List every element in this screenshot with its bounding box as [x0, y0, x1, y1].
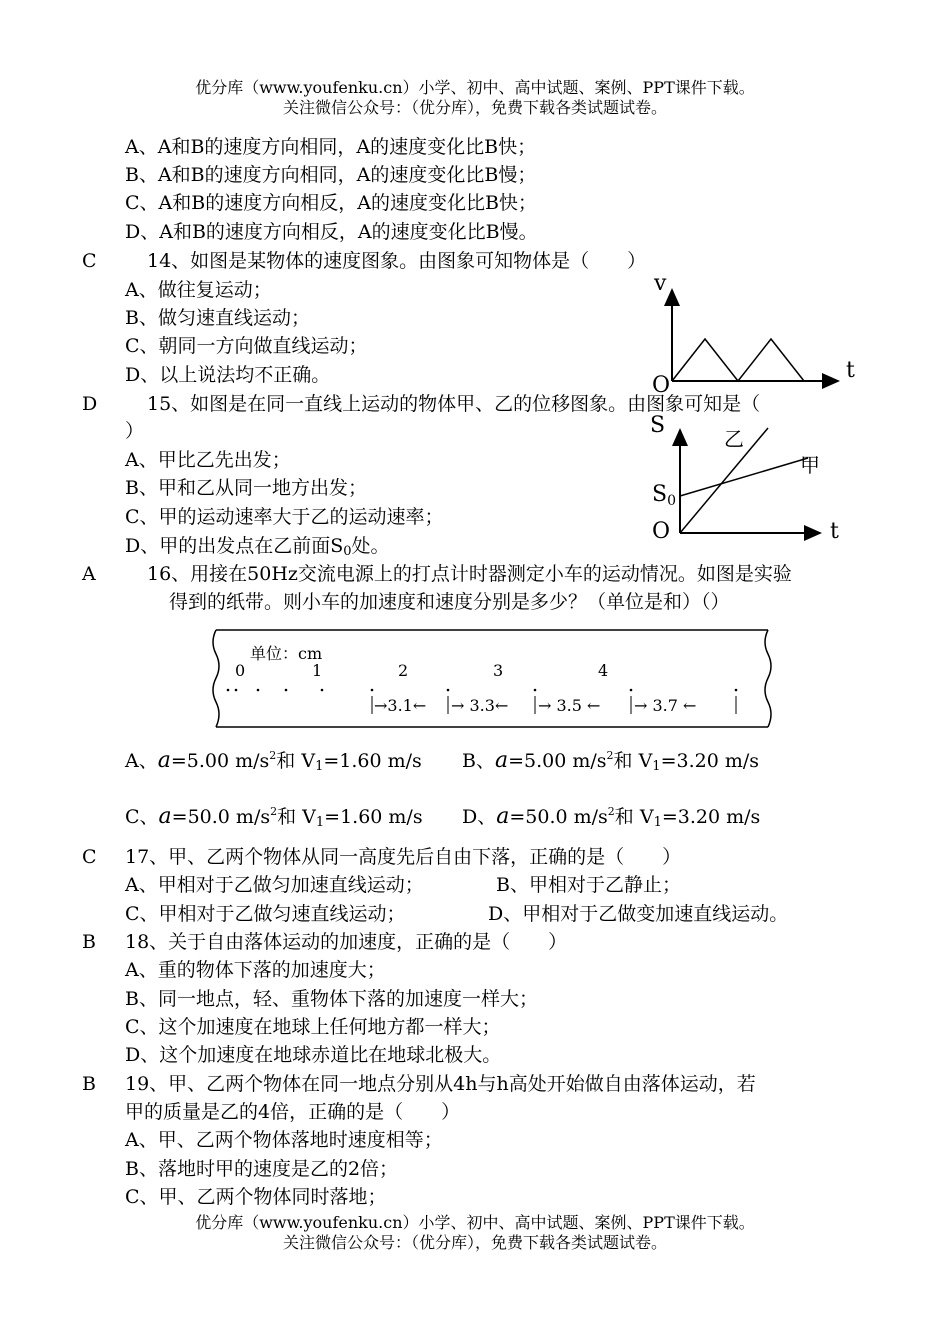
q16-stem-line-1: 16、用接在50Hz交流电源上的打点计时器测定小车的运动情况。如图是实验 [147, 563, 792, 585]
q13-option-d: D、A和B的速度方向相反，A的速度变化比B慢。 [125, 221, 538, 243]
q15-option-a: A、甲比乙先出发； [125, 449, 291, 471]
q18-stem: 18、关于自由落体运动的加速度，正确的是（ ） [125, 931, 568, 953]
q16-option-c: C、a=50.0 $m/s^2$和 $V_1=1.60$ m/s [125, 804, 423, 830]
q19-answer: B [82, 1073, 96, 1095]
velocity-curve [672, 339, 804, 381]
q18-option-b: B、同一地点，轻、重物体下落的加速度一样大； [125, 988, 538, 1010]
tape-unit-label: 单位：cm [250, 644, 323, 663]
q18-option-a: A、重的物体下落的加速度大； [125, 959, 386, 981]
s-axis-label: S [650, 413, 666, 438]
line-yi-label: 乙 [724, 427, 744, 451]
q19-option-b: B、落地时甲的速度是乙的2倍； [125, 1158, 399, 1180]
q17-option-a: A、甲相对于乙做匀加速直线运动； [125, 874, 424, 896]
q13-option-c: C、A和B的速度方向相反，A的速度变化比B快； [125, 192, 537, 214]
q15-option-d [125, 534, 390, 564]
tape-point-0-label: 0 [235, 661, 246, 680]
q19-stem-line-1: 19、甲、乙两个物体在同一地点分别从4h与h高处开始做自由落体运动，若 [125, 1073, 756, 1095]
q18-option-d: D、这个加速度在地球赤道比在地球北极大。 [125, 1044, 502, 1066]
header-line-1: 优分库（www.youfenku.cn）小学、初中、高中试题、案例、PPT课件下载。 [195, 78, 755, 97]
tape-point-3-label: 3 [493, 661, 504, 680]
q16-option-a: A、a=5.00 $m/s^2$和 $V_1=1.60$ m/s [125, 748, 422, 774]
t-axis-label-2: t [830, 519, 839, 544]
q19-option-a: A、甲、乙两个物体落地时速度相等； [125, 1129, 443, 1151]
q17-option-b: B、甲相对于乙静止； [496, 874, 681, 896]
q13-option-a: A、A和B的速度方向相同，A的速度变化比B快； [125, 136, 537, 158]
q19-option-c: C、甲、乙两个物体同时落地； [125, 1186, 387, 1208]
q16-answer: A [82, 563, 96, 585]
q17-answer: C [82, 846, 97, 868]
s0-label: S0 [652, 482, 676, 509]
tape-point-1-label: 1 [312, 661, 323, 680]
line-jia [680, 458, 808, 496]
header-line-2: 关注微信公众号：（优分库），免费下载各类试题试卷。 [282, 98, 667, 117]
line-jia-label: 甲 [800, 453, 820, 477]
q18-answer: B [82, 931, 96, 953]
q15-stem-line-1: 15、如图是在同一直线上运动的物体甲、乙的位移图象。由图象可知是（ [147, 393, 761, 415]
q14-answer: C [82, 250, 97, 272]
tape-segment-4: → 3.7 ← [634, 696, 697, 715]
q14-option-d: D、以上说法均不正确。 [125, 364, 331, 386]
tape-segment-2: → 3.3← [451, 696, 509, 715]
q16-option-d: D、a=50.0 $m/s^2$和 $V_1=3.20$ m/s [462, 804, 761, 830]
tape-segment-3: → 3.5 ← [538, 696, 601, 715]
velocity-time-graph [640, 265, 870, 395]
q15-option-c: C、甲的运动速率大于乙的运动速率； [125, 506, 444, 528]
q14-option-a: A、做往复运动； [125, 279, 272, 301]
displacement-time-graph [640, 408, 870, 548]
q19-stem-line-2: 甲的质量是乙的4倍，正确的是（ ） [125, 1101, 461, 1123]
q16-stem-line-2: 得到的纸带。则小车的加速度和速度分别是多少？（单位是和）（） [169, 591, 730, 613]
tape-left-edge [213, 630, 219, 727]
q16-option-b: B、a=5.00 $m/s^2$和 $V_1=3.20$ m/s [462, 748, 760, 774]
q15-option-d-sub: 0 [343, 544, 352, 559]
q14-option-c: C、朝同一方向做直线运动； [125, 335, 368, 357]
tape-right-edge [765, 630, 771, 727]
t-axis-label: t [846, 358, 855, 383]
q18-option-c: C、这个加速度在地球上任何地方都一样大； [125, 1016, 501, 1038]
q17-option-c: C、甲相对于乙做匀速直线运动； [125, 903, 406, 925]
origin-label: O [652, 373, 671, 395]
q15-stem-line-2: ） [125, 420, 145, 442]
q14-option-b: B、做匀速直线运动； [125, 307, 310, 329]
footer-line-2: 关注微信公众号：（优分库），免费下载各类试题试卷。 [282, 1233, 667, 1252]
tape-point-2-label: 2 [398, 661, 409, 680]
q13-option-b: B、A和B的速度方向相同，A的速度变化比B慢； [125, 164, 537, 186]
q15-option-b: B、甲和乙从同一地方出发； [125, 477, 367, 499]
paper-tape [208, 624, 778, 734]
q15-answer: D [82, 393, 98, 415]
footer-line-1: 优分库（www.youfenku.cn）小学、初中、高中试题、案例、PPT课件下载。 [195, 1213, 755, 1232]
q14-stem: 14、如图是某物体的速度图象。由图象可知物体是（ ） [147, 250, 647, 272]
v-axis-label: v [654, 271, 667, 296]
origin-label-2: O [652, 519, 671, 544]
q15-option-d-text: D、甲的出发点在乙前面S [125, 535, 344, 557]
tape-segment-1: →3.1← [374, 696, 427, 715]
tape-point-4-label: 4 [598, 661, 609, 680]
q15-option-d-end: 处。 [351, 535, 390, 557]
q17-stem: 17、甲、乙两个物体从同一高度先后自由下落，正确的是（ ） [125, 846, 682, 868]
q17-option-d: D、甲相对于乙做变加速直线运动。 [488, 903, 789, 925]
